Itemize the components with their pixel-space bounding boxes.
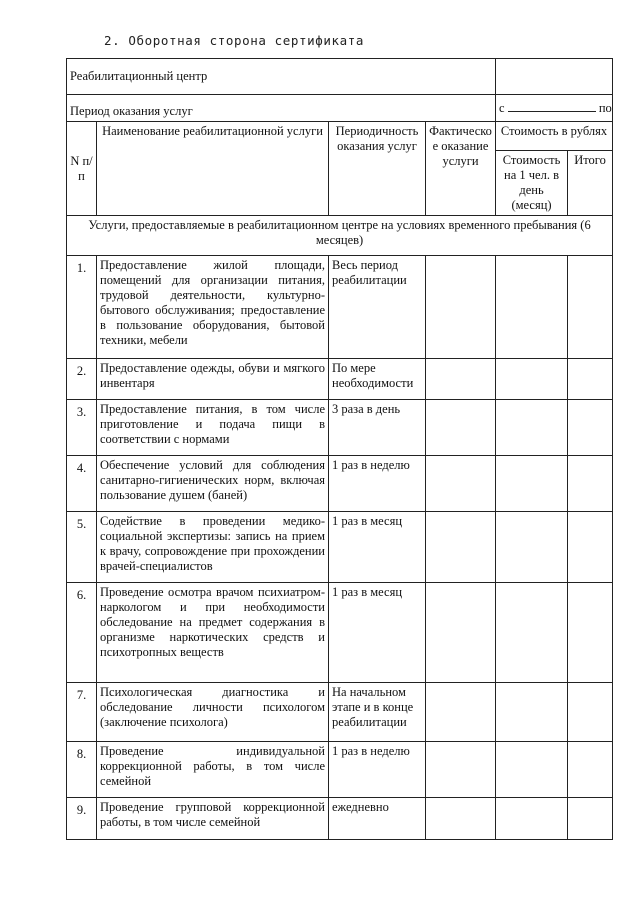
actual-cell[interactable] xyxy=(426,456,496,512)
service-name: Обеспечение условий для соблюдения санитарно-гигиенических норм, включая пользование душем (баней) xyxy=(97,456,329,512)
cost-cell[interactable] xyxy=(496,742,568,798)
service-name: Предоставление одежды, обуви и мягкого инвентаря xyxy=(97,359,329,400)
table-row xyxy=(67,512,613,583)
table-row xyxy=(67,798,613,840)
center-value-field[interactable] xyxy=(496,59,613,95)
service-name: Проведение групповой коррекционной работы, в том числе семейной xyxy=(97,798,329,840)
col-header-num: N п/п xyxy=(67,122,97,216)
col-header-total: Итого xyxy=(568,151,613,216)
period-range xyxy=(496,95,613,122)
period-to-label: по xyxy=(598,100,612,115)
center-label: Реабилитационный центр xyxy=(67,59,496,95)
table-row xyxy=(67,583,613,683)
certificate-table xyxy=(66,58,613,840)
col-header-cost: Стоимость в рублях xyxy=(496,122,613,151)
period-from-label: с xyxy=(499,100,505,115)
row-number: 2. xyxy=(67,359,97,400)
table-row xyxy=(67,683,613,742)
actual-cell[interactable] xyxy=(426,798,496,840)
section-title: Услуги, предоставляемые в реабилитационном центре на условиях временного пребывания (6 месяцев) xyxy=(67,216,613,256)
service-name: Содействие в проведении медико-социальной экспертизы: запись на прием к врачу, сопровождение при прохождении врачей-специалистов xyxy=(97,512,329,583)
service-name: Проведение индивидуальной коррекционной работы, в том числе семейной xyxy=(97,742,329,798)
actual-cell[interactable] xyxy=(426,400,496,456)
service-periodicity: Весь период реабилитации xyxy=(329,256,426,359)
row-number: 3. xyxy=(67,400,97,456)
actual-cell[interactable] xyxy=(426,359,496,400)
total-cell[interactable] xyxy=(568,400,613,456)
service-periodicity: По мере необходимости xyxy=(329,359,426,400)
cost-cell[interactable] xyxy=(496,798,568,840)
service-periodicity: На начальном этапе и в конце реабилитации xyxy=(329,683,426,742)
table-row xyxy=(67,400,613,456)
actual-cell[interactable] xyxy=(426,742,496,798)
table-row xyxy=(67,742,613,798)
actual-cell[interactable] xyxy=(426,256,496,359)
cost-cell[interactable] xyxy=(496,400,568,456)
total-cell[interactable] xyxy=(568,256,613,359)
cost-cell[interactable] xyxy=(496,256,568,359)
row-number: 7. xyxy=(67,683,97,742)
service-periodicity: 1 раз в неделю xyxy=(329,742,426,798)
total-cell[interactable] xyxy=(568,359,613,400)
actual-cell[interactable] xyxy=(426,683,496,742)
row-number: 5. xyxy=(67,512,97,583)
row-number: 9. xyxy=(67,798,97,840)
cost-cell[interactable] xyxy=(496,359,568,400)
cost-cell[interactable] xyxy=(496,583,568,683)
service-periodicity: 3 раза в день xyxy=(329,400,426,456)
service-name: Предоставление питания, в том числе приготовление и подача пищи в соответствии с нормами xyxy=(97,400,329,456)
actual-cell[interactable] xyxy=(426,583,496,683)
service-name: Психологическая диагностика и обследование личности психологом (заключение психолога) xyxy=(97,683,329,742)
service-name: Предоставление жилой площади, помещений для организации питания, трудовой деятельности, культурно-бытового обслуживания; предоставление в пользование оборудования, бытовой техники, мебели xyxy=(97,256,329,359)
row-number: 6. xyxy=(67,583,97,683)
table-row xyxy=(67,359,613,400)
row-number: 1. xyxy=(67,256,97,359)
total-cell[interactable] xyxy=(568,742,613,798)
table-header-row xyxy=(67,122,613,151)
period-from-field[interactable] xyxy=(508,101,596,112)
center-row xyxy=(67,59,613,95)
table-row xyxy=(67,456,613,512)
service-name: Проведение осмотра врачом психиатром-наркологом и при необходимости обследование на предмет содержания в организме наркотических средств и психотропных веществ xyxy=(97,583,329,683)
service-periodicity: 1 раз в неделю xyxy=(329,456,426,512)
period-row xyxy=(67,95,613,122)
cost-cell[interactable] xyxy=(496,456,568,512)
total-cell[interactable] xyxy=(568,798,613,840)
service-periodicity: ежедневно xyxy=(329,798,426,840)
col-header-periodicity: Периодичность оказания услуг xyxy=(329,122,426,216)
actual-cell[interactable] xyxy=(426,512,496,583)
total-cell[interactable] xyxy=(568,583,613,683)
total-cell[interactable] xyxy=(568,456,613,512)
col-header-name: Наименование реабилитационной услуги xyxy=(97,122,329,216)
total-cell[interactable] xyxy=(568,683,613,742)
col-header-cost-per-person: Стоимость на 1 чел. в день (месяц) xyxy=(496,151,568,216)
total-cell[interactable] xyxy=(568,512,613,583)
cost-cell[interactable] xyxy=(496,683,568,742)
row-number: 4. xyxy=(67,456,97,512)
table-row xyxy=(67,256,613,359)
row-number: 8. xyxy=(67,742,97,798)
col-header-actual: Фактическое оказание услуги xyxy=(426,122,496,216)
service-periodicity: 1 раз в месяц xyxy=(329,583,426,683)
period-label: Период оказания услуг xyxy=(67,95,496,122)
cost-cell[interactable] xyxy=(496,512,568,583)
page-heading: 2. Оборотная сторона сертификата xyxy=(104,33,365,48)
service-periodicity: 1 раз в месяц xyxy=(329,512,426,583)
section-row xyxy=(67,216,613,256)
